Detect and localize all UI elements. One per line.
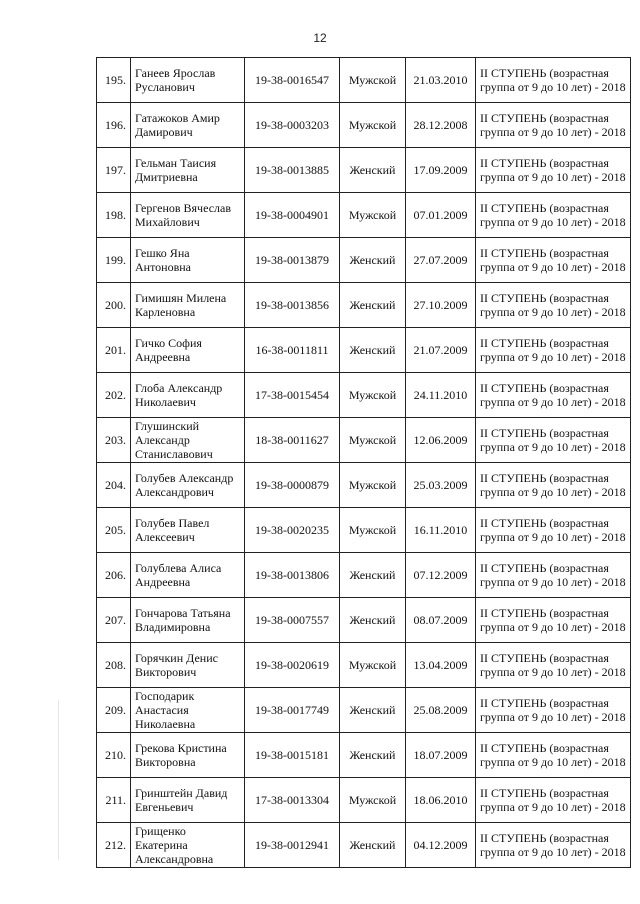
stage-label: II СТУПЕНЬ (возрастная группа от 9 до 10 лет) - 2018 <box>476 58 631 103</box>
table-row <box>97 598 631 643</box>
birth-date: 25.03.2009 <box>406 463 476 508</box>
table-row <box>97 733 631 778</box>
participant-gender: Женский <box>340 283 406 328</box>
participant-id: 16-38-0011811 <box>245 328 340 373</box>
participant-name: Гичко София Андреевна <box>131 328 245 373</box>
row-number: 204. <box>97 463 131 508</box>
row-number: 208. <box>97 643 131 688</box>
birth-date: 28.12.2008 <box>406 103 476 148</box>
stage-label: II СТУПЕНЬ (возрастная группа от 9 до 10 лет) - 2018 <box>476 733 631 778</box>
participant-gender: Женский <box>340 733 406 778</box>
scan-margin-mark <box>58 700 59 860</box>
participant-gender: Женский <box>340 553 406 598</box>
row-number: 210. <box>97 733 131 778</box>
stage-label: II СТУПЕНЬ (возрастная группа от 9 до 10 лет) - 2018 <box>476 823 631 868</box>
birth-date: 07.01.2009 <box>406 193 476 238</box>
participant-gender: Женский <box>340 598 406 643</box>
participant-gender: Женский <box>340 688 406 733</box>
row-number: 195. <box>97 58 131 103</box>
participant-name: Голубев Павел Алексеевич <box>131 508 245 553</box>
table-row <box>97 58 631 103</box>
birth-date: 18.06.2010 <box>406 778 476 823</box>
participant-name: Гергенов Вячеслав Михайлович <box>131 193 245 238</box>
row-number: 206. <box>97 553 131 598</box>
birth-date: 07.12.2009 <box>406 553 476 598</box>
stage-label: II СТУПЕНЬ (возрастная группа от 9 до 10 лет) - 2018 <box>476 373 631 418</box>
participant-id: 19-38-0020235 <box>245 508 340 553</box>
stage-label: II СТУПЕНЬ (возрастная группа от 9 до 10 лет) - 2018 <box>476 103 631 148</box>
birth-date: 27.07.2009 <box>406 238 476 283</box>
row-number: 197. <box>97 148 131 193</box>
stage-label: II СТУПЕНЬ (возрастная группа от 9 до 10 лет) - 2018 <box>476 148 631 193</box>
participant-gender: Мужской <box>340 373 406 418</box>
participant-gender: Женский <box>340 238 406 283</box>
birth-date: 21.03.2010 <box>406 58 476 103</box>
participant-id: 19-38-0013879 <box>245 238 340 283</box>
birth-date: 16.11.2010 <box>406 508 476 553</box>
participant-id: 17-38-0013304 <box>245 778 340 823</box>
table-row <box>97 508 631 553</box>
participant-id: 19-38-0007557 <box>245 598 340 643</box>
participant-name: Гринштейн Давид Евгеньевич <box>131 778 245 823</box>
table-row <box>97 373 631 418</box>
table-row <box>97 328 631 373</box>
participant-gender: Женский <box>340 148 406 193</box>
table-row <box>97 418 631 463</box>
participant-gender: Мужской <box>340 103 406 148</box>
birth-date: 18.07.2009 <box>406 733 476 778</box>
row-number: 205. <box>97 508 131 553</box>
row-number: 196. <box>97 103 131 148</box>
table-row <box>97 283 631 328</box>
participant-name: Гешко Яна Антоновна <box>131 238 245 283</box>
row-number: 203. <box>97 418 131 463</box>
row-number: 207. <box>97 598 131 643</box>
participant-gender: Женский <box>340 823 406 868</box>
participant-id: 19-38-0012941 <box>245 823 340 868</box>
stage-label: II СТУПЕНЬ (возрастная группа от 9 до 10 лет) - 2018 <box>476 463 631 508</box>
participant-name: Голублева Алиса Андреевна <box>131 553 245 598</box>
participant-id: 19-38-0017749 <box>245 688 340 733</box>
row-number: 209. <box>97 688 131 733</box>
row-number: 199. <box>97 238 131 283</box>
participant-gender: Мужской <box>340 418 406 463</box>
birth-date: 21.07.2009 <box>406 328 476 373</box>
participant-id: 19-38-0020619 <box>245 643 340 688</box>
participant-name: Гатажоков Амир Дамирович <box>131 103 245 148</box>
participant-gender: Мужской <box>340 58 406 103</box>
participant-id: 19-38-0003203 <box>245 103 340 148</box>
participant-name: Господарик Анастасия Николаевна <box>131 688 245 733</box>
participant-gender: Мужской <box>340 508 406 553</box>
participant-name: Ганеев Ярослав Русланович <box>131 58 245 103</box>
participant-name: Гимишян Милена Карленовна <box>131 283 245 328</box>
table-row <box>97 778 631 823</box>
participant-id: 19-38-0013885 <box>245 148 340 193</box>
row-number: 201. <box>97 328 131 373</box>
participant-id: 19-38-0016547 <box>245 58 340 103</box>
participant-name: Голубев Александр Александрович <box>131 463 245 508</box>
birth-date: 17.09.2009 <box>406 148 476 193</box>
row-number: 212. <box>97 823 131 868</box>
participant-gender: Женский <box>340 328 406 373</box>
birth-date: 04.12.2009 <box>406 823 476 868</box>
participant-id: 19-38-0013856 <box>245 283 340 328</box>
row-number: 198. <box>97 193 131 238</box>
birth-date: 12.06.2009 <box>406 418 476 463</box>
stage-label: II СТУПЕНЬ (возрастная группа от 9 до 10 лет) - 2018 <box>476 328 631 373</box>
table-row <box>97 193 631 238</box>
row-number: 202. <box>97 373 131 418</box>
participant-id: 19-38-0013806 <box>245 553 340 598</box>
row-number: 211. <box>97 778 131 823</box>
birth-date: 13.04.2009 <box>406 643 476 688</box>
stage-label: II СТУПЕНЬ (возрастная группа от 9 до 10 лет) - 2018 <box>476 418 631 463</box>
registry-table <box>96 57 631 868</box>
birth-date: 27.10.2009 <box>406 283 476 328</box>
participant-gender: Мужской <box>340 778 406 823</box>
table-row <box>97 463 631 508</box>
participant-id: 19-38-0000879 <box>245 463 340 508</box>
row-number: 200. <box>97 283 131 328</box>
participant-name: Грищенко Екатерина Александровна <box>131 823 245 868</box>
birth-date: 08.07.2009 <box>406 598 476 643</box>
participant-id: 19-38-0015181 <box>245 733 340 778</box>
participant-name: Грекова Кристина Викторовна <box>131 733 245 778</box>
registry-table-body <box>97 58 631 868</box>
stage-label: II СТУПЕНЬ (возрастная группа от 9 до 10 лет) - 2018 <box>476 598 631 643</box>
stage-label: II СТУПЕНЬ (возрастная группа от 9 до 10 лет) - 2018 <box>476 688 631 733</box>
page-number: 12 <box>313 31 327 45</box>
participant-name: Гончарова Татьяна Владимировна <box>131 598 245 643</box>
participant-id: 17-38-0015454 <box>245 373 340 418</box>
table-row <box>97 823 631 868</box>
participant-gender: Мужской <box>340 463 406 508</box>
table-row <box>97 643 631 688</box>
participant-id: 19-38-0004901 <box>245 193 340 238</box>
table-row <box>97 553 631 598</box>
participant-name: Глушинский Александр Станиславович <box>131 418 245 463</box>
stage-label: II СТУПЕНЬ (возрастная группа от 9 до 10 лет) - 2018 <box>476 778 631 823</box>
participant-id: 18-38-0011627 <box>245 418 340 463</box>
participant-name: Глоба Александр Николаевич <box>131 373 245 418</box>
table-row <box>97 688 631 733</box>
participant-name: Горячкин Денис Викторович <box>131 643 245 688</box>
participant-name: Гельман Таисия Дмитриевна <box>131 148 245 193</box>
stage-label: II СТУПЕНЬ (возрастная группа от 9 до 10 лет) - 2018 <box>476 193 631 238</box>
participant-gender: Мужской <box>340 193 406 238</box>
stage-label: II СТУПЕНЬ (возрастная группа от 9 до 10 лет) - 2018 <box>476 553 631 598</box>
stage-label: II СТУПЕНЬ (возрастная группа от 9 до 10 лет) - 2018 <box>476 643 631 688</box>
table-row <box>97 103 631 148</box>
stage-label: II СТУПЕНЬ (возрастная группа от 9 до 10 лет) - 2018 <box>476 508 631 553</box>
table-row <box>97 238 631 283</box>
participant-gender: Мужской <box>340 643 406 688</box>
stage-label: II СТУПЕНЬ (возрастная группа от 9 до 10 лет) - 2018 <box>476 238 631 283</box>
table-row <box>97 148 631 193</box>
stage-label: II СТУПЕНЬ (возрастная группа от 9 до 10 лет) - 2018 <box>476 283 631 328</box>
birth-date: 25.08.2009 <box>406 688 476 733</box>
birth-date: 24.11.2010 <box>406 373 476 418</box>
